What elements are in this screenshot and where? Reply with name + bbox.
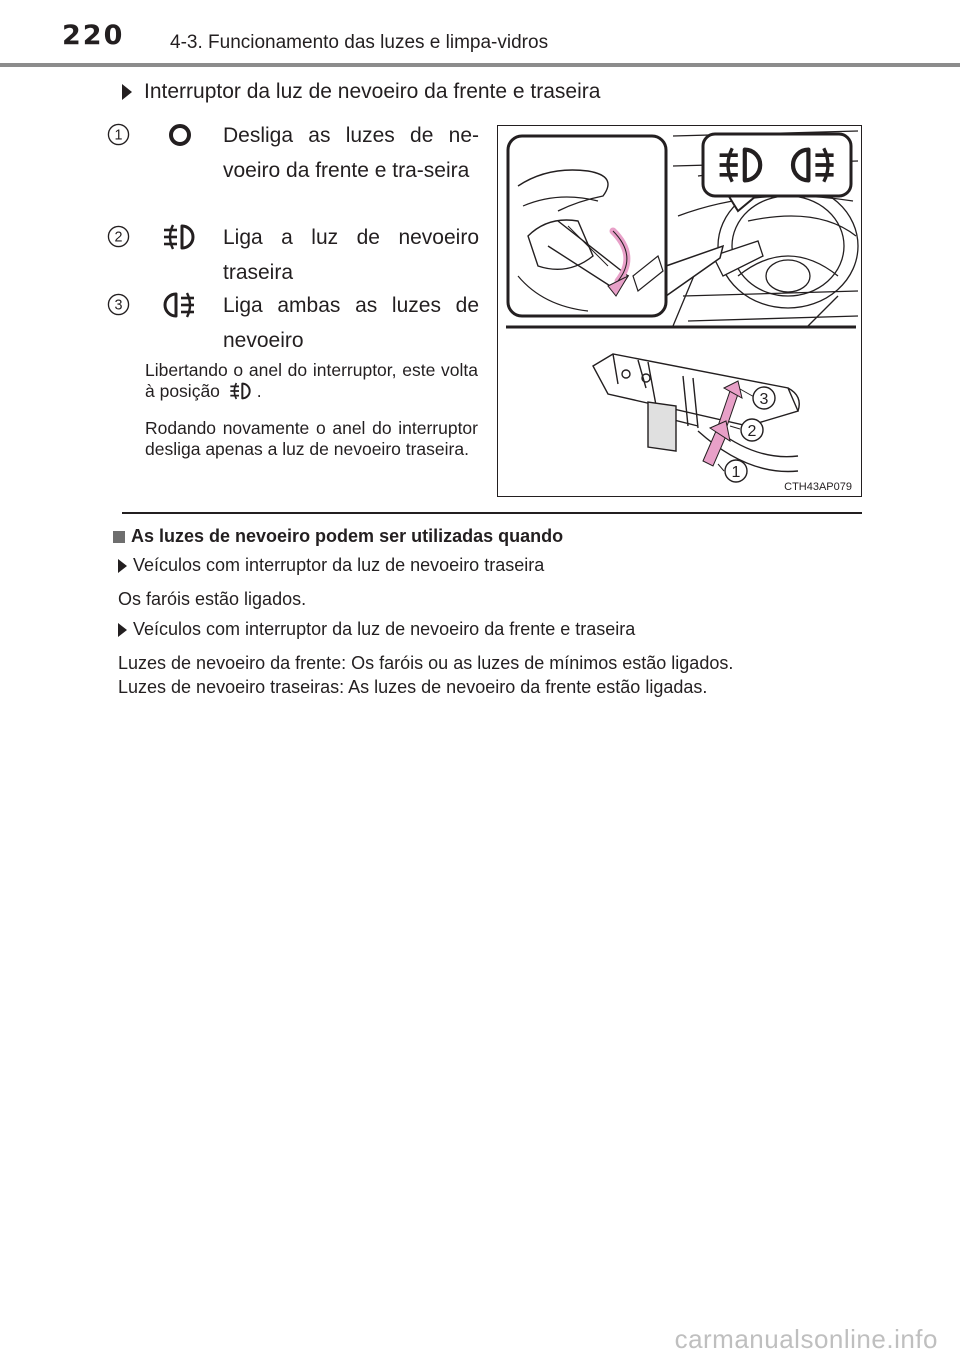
section-rule (122, 512, 862, 514)
number-circle-icon (107, 123, 130, 146)
condition-bullet-1 (118, 555, 544, 576)
rotate-note: Rodando novamente o anel do interruptor desliga apenas a luz de nevoeiro traseira. (145, 418, 478, 459)
svg-text:3: 3 (114, 297, 123, 314)
square-bullet-icon (113, 531, 125, 543)
position-item-text: Liga a luz de nevoeiro traseira (223, 226, 479, 284)
position-item-3 (107, 288, 479, 352)
release-note-end: . (256, 381, 262, 401)
figure-code: CTH43AP079 (784, 481, 852, 493)
release-note (145, 360, 478, 402)
page-number: 220 (62, 20, 125, 51)
callout-number: 2 (747, 423, 757, 440)
off-ring-icon (160, 120, 200, 150)
hand-closeup-inset (508, 136, 723, 316)
condition-bullet-text: Veículos com interruptor da luz de nevoeiro da frente e traseira (133, 619, 636, 639)
lever-detail (593, 354, 799, 472)
subsection-title: Interruptor da luz de nevoeiro da frente e traseira (144, 80, 601, 103)
rear-fog-light-icon (160, 222, 200, 252)
rear-fog-light-icon (225, 381, 257, 401)
condition-paragraph-1: Os faróis estão ligados. (118, 589, 307, 609)
release-note-text: Libertando o anel do interruptor, este volta à posição (145, 360, 478, 401)
fog-switch-drawing (498, 126, 860, 495)
triangle-bullet-icon (122, 84, 132, 100)
fog-switch-illustration (497, 125, 862, 497)
watermark: carmanualsonline.info (674, 1324, 938, 1354)
position-item-2 (107, 220, 479, 284)
number-circle-icon (107, 225, 130, 248)
callout-number: 3 (759, 391, 769, 408)
subsection-heading (122, 80, 600, 104)
callout-number: 1 (731, 464, 741, 481)
svg-text:1: 1 (114, 127, 123, 144)
position-item-text: Desliga as luzes de ne-voeiro da frente e tra-seira (223, 124, 479, 182)
condition-paragraph-2-line-1: Luzes de nevoeiro da frente: Os faróis ou as luzes de mínimos estão ligados. (118, 653, 734, 673)
section-title: As luzes de nevoeiro podem ser utilizadas quando (131, 526, 564, 546)
symbol-callout (703, 134, 851, 211)
svg-text:2: 2 (114, 229, 123, 246)
condition-bullet-2 (118, 619, 635, 640)
position-item-text: Liga ambas as luzes de nevoeiro (223, 294, 479, 352)
section-heading (113, 526, 563, 547)
triangle-bullet-icon (118, 559, 127, 573)
condition-bullet-text: Veículos com interruptor da luz de nevoeiro traseira (133, 555, 545, 575)
chapter-title: 4-3. Funcionamento das luzes e limpa-vidros (170, 32, 549, 53)
position-item-1 (107, 118, 479, 182)
condition-paragraph-2-line-2: Luzes de nevoeiro traseiras: As luzes de nevoeiro da frente estão ligadas. (118, 677, 708, 697)
front-fog-light-icon (160, 290, 200, 320)
header-rule (0, 63, 960, 67)
triangle-bullet-icon (118, 623, 127, 637)
number-circle-icon (107, 293, 130, 316)
